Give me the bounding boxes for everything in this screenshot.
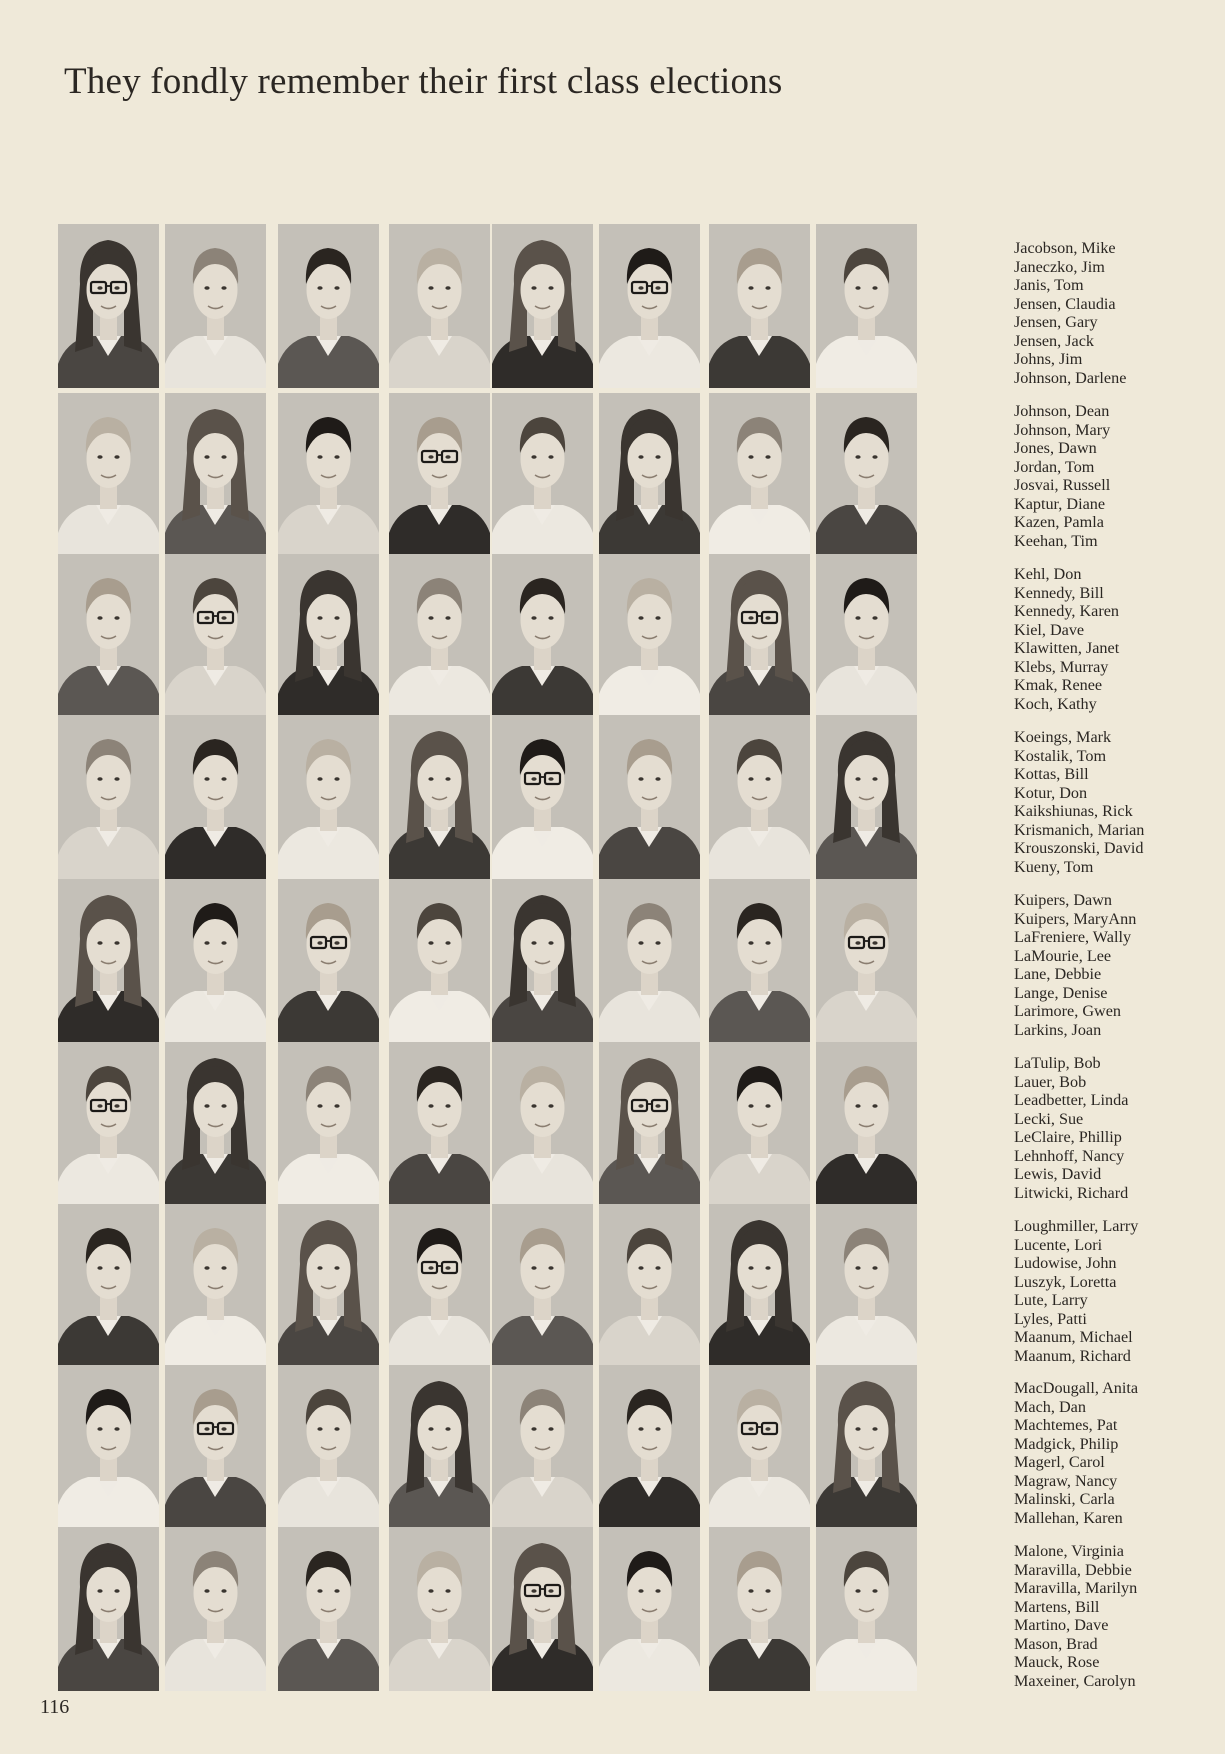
student-portrait (165, 554, 266, 718)
student-portrait (165, 879, 266, 1043)
student-portrait (492, 393, 593, 557)
student-name: Litwicki, Richard (1014, 1183, 1129, 1202)
portrait-row (58, 715, 918, 879)
student-portrait (165, 1365, 266, 1529)
student-portrait (389, 554, 490, 718)
student-name: Kueny, Tom (1014, 857, 1094, 876)
student-name: Koch, Kathy (1014, 694, 1097, 713)
name-group (1014, 1542, 1137, 1690)
student-name: Krouszonski, David (1014, 839, 1144, 857)
student-name: Jensen, Jack (1014, 331, 1095, 350)
portrait-row (58, 1527, 918, 1691)
student-portrait (278, 715, 379, 879)
student-name: Martino, Dave (1014, 1616, 1109, 1634)
student-name: Jones, Dawn (1014, 439, 1097, 457)
student-name: Magraw, Nancy (1014, 1471, 1118, 1490)
name-group (1014, 1054, 1128, 1202)
student-portrait (58, 393, 159, 557)
student-portrait (709, 715, 810, 879)
student-portrait (165, 393, 266, 557)
student-portrait (389, 1527, 490, 1691)
student-name: Josvai, Russell (1014, 476, 1111, 494)
student-portrait (709, 393, 810, 557)
student-name: Kennedy, Karen (1014, 602, 1120, 620)
portrait-row (58, 224, 918, 388)
student-portrait (165, 1204, 266, 1368)
student-portrait (492, 1527, 593, 1691)
student-name: Kiel, Dave (1014, 620, 1085, 639)
student-name: Kennedy, Bill (1014, 583, 1104, 602)
student-portrait (58, 224, 159, 388)
student-portrait (492, 1365, 593, 1529)
student-portrait (599, 393, 700, 557)
student-name: Larkins, Joan (1014, 1020, 1102, 1039)
student-name: Mach, Dan (1014, 1397, 1086, 1416)
portrait-row (58, 879, 918, 1043)
portrait-row (58, 554, 918, 718)
portrait-row (58, 1204, 918, 1368)
student-portrait (599, 224, 700, 388)
student-name: Jacobson, Mike (1014, 239, 1116, 257)
student-name: Jordan, Tom (1014, 457, 1095, 476)
student-portrait (165, 1527, 266, 1691)
student-portrait (165, 224, 266, 388)
student-portrait (816, 879, 917, 1043)
student-name: Lyles, Patti (1014, 1309, 1087, 1328)
student-portrait (278, 879, 379, 1043)
student-portrait (816, 554, 917, 718)
page-number: 116 (40, 1696, 70, 1718)
student-name: Lane, Debbie (1014, 965, 1102, 983)
student-portrait (709, 1042, 810, 1206)
student-name: Leadbetter, Linda (1014, 1091, 1129, 1109)
name-group (1014, 1379, 1138, 1527)
student-name: Johnson, Mary (1014, 420, 1111, 439)
student-portrait (389, 1365, 490, 1529)
student-portrait (599, 1042, 700, 1206)
student-portrait (389, 393, 490, 557)
student-name: Lange, Denise (1014, 983, 1108, 1002)
student-name: Krismanich, Marian (1014, 820, 1145, 839)
portrait-row (58, 1365, 918, 1529)
student-portrait (709, 554, 810, 718)
student-portrait (816, 1042, 917, 1206)
student-portrait (389, 1042, 490, 1206)
student-name: LaTulip, Bob (1014, 1054, 1101, 1072)
student-portrait (278, 1527, 379, 1691)
student-name: Jensen, Gary (1014, 313, 1098, 331)
student-name: Johnson, Dean (1014, 402, 1110, 420)
student-name: Loughmiller, Larry (1014, 1217, 1139, 1235)
student-name: Malone, Virginia (1014, 1542, 1124, 1560)
student-name: Johnson, Darlene (1014, 368, 1127, 387)
student-portrait (58, 715, 159, 879)
student-name: Maanum, Richard (1014, 1346, 1131, 1365)
student-portrait (278, 393, 379, 557)
student-portrait (492, 224, 593, 388)
student-portrait (492, 554, 593, 718)
student-name: Lucente, Lori (1014, 1235, 1103, 1254)
student-name: Lute, Larry (1014, 1291, 1088, 1309)
student-portrait (599, 715, 700, 879)
student-name: Magerl, Carol (1014, 1453, 1105, 1471)
student-portrait (492, 715, 593, 879)
student-portrait (492, 879, 593, 1043)
student-name: Kotur, Don (1014, 783, 1088, 802)
student-name: Madgick, Philip (1014, 1434, 1119, 1453)
student-portrait (599, 1527, 700, 1691)
student-portrait (58, 554, 159, 718)
student-name: Malinski, Carla (1014, 1490, 1115, 1508)
student-name: Koeings, Mark (1014, 728, 1112, 746)
student-portrait (492, 1042, 593, 1206)
student-name: Maanum, Michael (1014, 1328, 1133, 1346)
student-portrait (58, 1204, 159, 1368)
student-portrait (492, 1204, 593, 1368)
student-portrait (389, 224, 490, 388)
name-group (1014, 891, 1136, 1039)
student-name: Janeczko, Jim (1014, 257, 1105, 276)
student-portrait (389, 879, 490, 1043)
student-portrait (389, 1204, 490, 1368)
student-portrait (599, 1204, 700, 1368)
student-name: Klawitten, Janet (1014, 639, 1120, 657)
student-portrait (278, 1042, 379, 1206)
student-name: Johns, Jim (1014, 350, 1083, 368)
name-group (1014, 402, 1110, 550)
student-portrait (709, 1527, 810, 1691)
student-name: Kaptur, Diane (1014, 494, 1106, 513)
student-name: Kuipers, Dawn (1014, 891, 1113, 909)
student-portrait (816, 1527, 917, 1691)
student-name: Lauer, Bob (1014, 1072, 1087, 1091)
student-portrait (278, 554, 379, 718)
name-group (1014, 239, 1126, 387)
student-name: Kehl, Don (1014, 565, 1082, 583)
student-portrait (278, 224, 379, 388)
student-portrait (165, 1042, 266, 1206)
student-name: Machtemes, Pat (1014, 1416, 1118, 1434)
student-portrait (816, 224, 917, 388)
student-portrait (709, 224, 810, 388)
student-portrait (58, 879, 159, 1043)
student-name: Kmak, Renee (1014, 676, 1103, 694)
student-name: MacDougall, Anita (1014, 1379, 1139, 1397)
portrait-grid (58, 224, 918, 1689)
name-group (1014, 1217, 1138, 1365)
student-portrait (816, 715, 917, 879)
student-portrait (58, 1042, 159, 1206)
student-name: Maravilla, Debbie (1014, 1560, 1132, 1579)
student-name: Mason, Brad (1014, 1634, 1098, 1653)
student-name: Jensen, Claudia (1014, 294, 1116, 313)
student-portrait (816, 393, 917, 557)
student-portrait (599, 554, 700, 718)
student-name: Mauck, Rose (1014, 1653, 1100, 1671)
name-group (1014, 728, 1144, 876)
portrait-row (58, 1042, 918, 1206)
student-portrait (816, 1365, 917, 1529)
student-portrait (816, 1204, 917, 1368)
student-portrait (278, 1204, 379, 1368)
student-portrait (709, 1204, 810, 1368)
student-name: LeClaire, Phillip (1014, 1128, 1122, 1146)
student-name: Lewis, David (1014, 1165, 1102, 1183)
student-name: Ludowise, John (1014, 1254, 1117, 1272)
student-name: Keehan, Tim (1014, 531, 1098, 550)
student-name: LaFreniere, Wally (1014, 928, 1132, 946)
student-name: Martens, Bill (1014, 1597, 1100, 1616)
student-name: Kazen, Pamla (1014, 513, 1104, 531)
student-name: Maxeiner, Carolyn (1014, 1671, 1136, 1690)
page-title: They fondly remember their first class elections (64, 61, 783, 102)
student-name: Kaikshiunas, Rick (1014, 802, 1133, 820)
student-name: Maravilla, Marilyn (1014, 1579, 1138, 1597)
student-name: Luszyk, Loretta (1014, 1272, 1117, 1291)
portrait-row (58, 393, 918, 557)
student-name: Klebs, Murray (1014, 657, 1109, 676)
student-name: Kottas, Bill (1014, 765, 1089, 783)
student-name: Kuipers, MaryAnn (1014, 909, 1137, 928)
student-portrait (58, 1365, 159, 1529)
student-portrait (58, 1527, 159, 1691)
student-portrait (599, 879, 700, 1043)
student-name: LaMourie, Lee (1014, 946, 1112, 965)
student-portrait (599, 1365, 700, 1529)
student-name: Larimore, Gwen (1014, 1002, 1121, 1020)
student-name: Lecki, Sue (1014, 1109, 1084, 1128)
student-portrait (709, 879, 810, 1043)
student-name: Lehnhoff, Nancy (1014, 1146, 1125, 1165)
student-portrait (389, 715, 490, 879)
student-portrait (165, 715, 266, 879)
student-name: Mallehan, Karen (1014, 1508, 1123, 1527)
student-portrait (278, 1365, 379, 1529)
name-group (1014, 565, 1119, 713)
student-name: Janis, Tom (1014, 276, 1084, 294)
student-name: Kostalik, Tom (1014, 746, 1107, 765)
student-portrait (709, 1365, 810, 1529)
